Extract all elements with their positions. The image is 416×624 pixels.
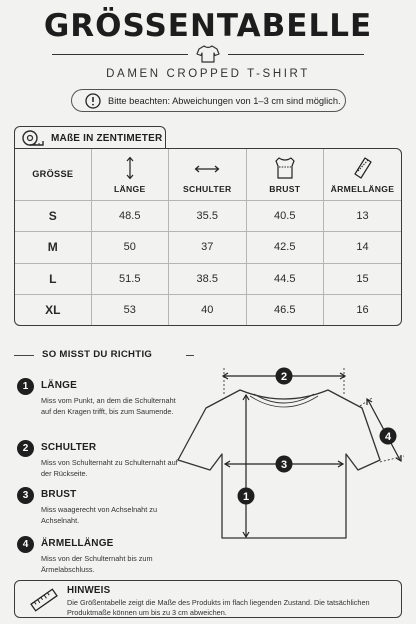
units-tab <box>14 126 166 149</box>
step-title: LÄNGE <box>41 380 77 391</box>
step-number-badge: 1 <box>17 378 34 395</box>
column-header-length <box>91 149 169 200</box>
title-divider-right <box>228 54 364 55</box>
chest-cell: 46.5 <box>246 295 324 326</box>
sleeve-cell: 14 <box>324 232 402 264</box>
table-header-row <box>15 149 401 200</box>
length-cell: 53 <box>91 295 169 326</box>
diagram-marker-shoulder: 2 <box>280 371 288 383</box>
shoulder-cell: 35.5 <box>169 200 247 232</box>
shoulder-arrow-icon <box>194 162 220 176</box>
step-description: Miss von Schulternaht zu Schulternaht auf der Rückseite. <box>41 458 178 478</box>
length-cell: 50 <box>91 232 169 264</box>
info-icon <box>82 90 104 112</box>
length-cell: 51.5 <box>91 263 169 295</box>
size-cell: M <box>15 232 91 264</box>
table-row-s <box>15 200 401 232</box>
step-description: Miss von der Schulternaht bis zum Ärmelabschluss. <box>41 554 153 574</box>
chest-cell: 42.5 <box>246 232 324 264</box>
note-title: HINWEIS <box>67 585 111 596</box>
column-header-shoulder <box>169 149 247 200</box>
sleeve-cell: 16 <box>324 295 402 326</box>
how-to-measure-heading <box>14 349 194 363</box>
shoulder-cell: 40 <box>169 295 247 326</box>
sleeve-icon <box>352 156 374 180</box>
units-label: MAßE IN ZENTIMETER <box>51 132 163 144</box>
step-description: Miss vom Punkt, an dem die Schulternaht auf den Kragen trifft, bis zum Saumende. <box>41 396 176 416</box>
diagram-marker-chest: 3 <box>280 459 288 471</box>
column-header-chest-label: BRUST <box>269 183 301 194</box>
notice-text: Bitte beachten: Abweichungen von 1–3 cm sind möglich. <box>108 95 341 106</box>
tshirt-icon <box>196 44 220 64</box>
length-cell: 48.5 <box>91 200 169 232</box>
how-to-measure-title: SO MISST DU RICHTIG <box>42 349 153 360</box>
column-header-sleeve-label: ÄRMELLÄNGE <box>330 183 395 194</box>
title-divider-left <box>52 54 188 55</box>
table-row-m <box>15 232 401 264</box>
shoulder-cell: 38.5 <box>169 263 247 295</box>
size-table <box>14 148 402 326</box>
step-title: SCHULTER <box>41 442 97 453</box>
step-number-badge: 3 <box>17 487 34 504</box>
step-number-badge: 2 <box>17 440 34 457</box>
diagram-marker-sleeve: 4 <box>384 431 392 443</box>
table-row-xl <box>15 295 401 326</box>
sleeve-cell: 15 <box>324 263 402 295</box>
heading-rule-left <box>14 355 34 356</box>
measuring-tape-icon <box>21 129 45 147</box>
note-text: Die Größentabelle zeigt die Maße des Produkts im flach liegenden Zustand. Die tatsächlichen Produktmaße können um bis zu 3 cm abweichen. <box>67 598 370 617</box>
chest-cell: 44.5 <box>246 263 324 295</box>
size-cell: S <box>15 200 91 232</box>
column-header-length-label: LÄNGE <box>113 183 146 194</box>
shoulder-cell: 37 <box>169 232 247 264</box>
length-arrow-icon <box>125 156 135 180</box>
sleeve-cell: 13 <box>324 200 402 232</box>
diagram-marker-length: 1 <box>242 491 250 503</box>
table-row-l <box>15 263 401 295</box>
chest-cell: 40.5 <box>246 200 324 232</box>
page-title: GRÖSSENTABELLE <box>43 8 373 44</box>
step-title: ÄRMELLÄNGE <box>41 538 114 549</box>
ruler-icon <box>29 587 59 613</box>
size-cell: L <box>15 263 91 295</box>
tshirt-measurement-diagram <box>168 356 416 580</box>
product-subtitle: DAMEN CROPPED T-SHIRT <box>106 68 310 80</box>
chest-icon <box>273 156 297 180</box>
column-header-sleeve <box>324 149 402 200</box>
tolerance-notice <box>71 89 346 112</box>
size-cell: XL <box>15 295 91 326</box>
step-number-badge: 4 <box>17 536 34 553</box>
column-header-size: GRÖSSE <box>15 149 91 200</box>
column-header-chest <box>246 149 324 200</box>
step-description: Miss waagerecht von Achselnaht zu Achselnaht. <box>41 505 158 525</box>
step-title: BRUST <box>41 489 77 500</box>
column-header-shoulder-label: SCHULTER <box>182 183 232 194</box>
note-box <box>14 580 402 618</box>
